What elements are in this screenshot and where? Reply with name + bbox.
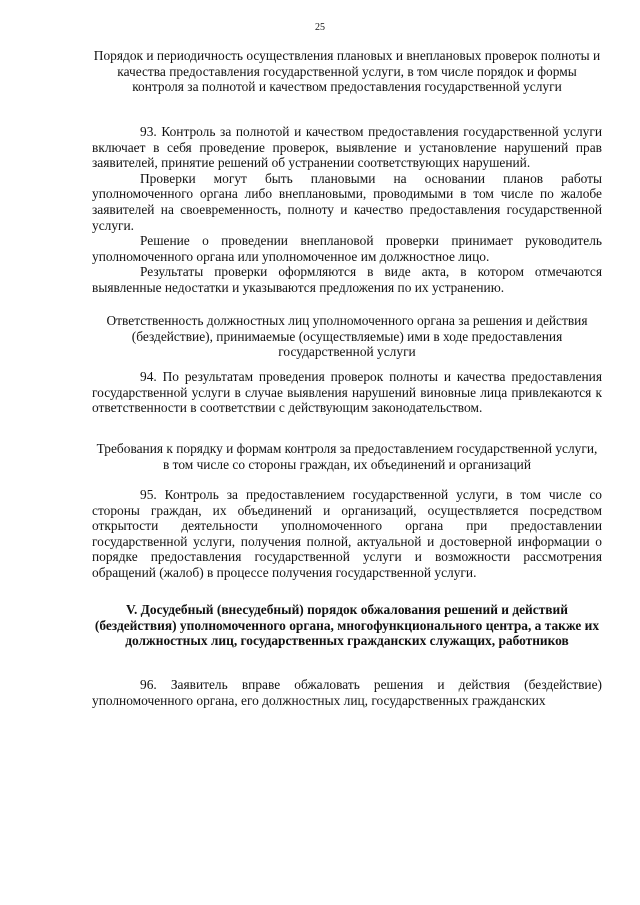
section-body-inspections — [92, 124, 602, 296]
section-heading-control-requirements: Требования к порядку и формам контроля за предоставлением государственной услуги, в том числе со стороны граждан, их объединений и организаций — [96, 441, 598, 472]
paragraph-95: 95. Контроль за предоставлением государственной услуги, в том числе со стороны граждан, их объединений и организаций, осуществляется посредством открытости деятельности уполномоченного органа при предоставлении государственной услуги, получения полной, актуальной и достоверной информации о порядке предоставления государственной услуги и возможности рассмотрения обращений (жалоб) в процессе получения государственной услуги. — [92, 487, 602, 580]
paragraph-96: 96. Заявитель вправе обжаловать решения и действия (бездействие) уполномоченного органа, его должностных лиц, государственных гражданских — [92, 677, 602, 708]
section-heading-responsibility: Ответственность должностных лиц уполномоченного органа за решения и действия (бездействие), принимаемые (осуществляемые) ими в ходе предоставления государственной услуги — [106, 313, 588, 360]
paragraph-93: 93. Контроль за полнотой и качеством предоставления государственной услуги включает в себя проведение проверок, выявление и установление нарушений прав заявителей, принятие решений об устранении соответствующих нарушений. — [92, 124, 602, 171]
paragraph-93-planned: Проверки могут быть плановыми на основании планов работы уполномоченного органа либо внеплановыми, проводимыми в том числе по жалобе заявителей на своевременность, полноту и качество предоставления государственной услуги. — [92, 170, 602, 233]
chapter-heading-appeal: V. Досудебный (внесудебный) порядок обжалования решений и действий (бездействия) уполномоченного органа, многофункционального центра, а также их должностных лиц, государственных гражданских служащих, работников — [94, 602, 600, 649]
section-heading-inspections: Порядок и периодичность осуществления плановых и внеплановых проверок полноты и качества предоставления государственной услуги, в том числе порядок и формы контроля за полнотой и качеством предоставления государственной услуги — [93, 48, 601, 95]
paragraph-93-results: Результаты проверки оформляются в виде акта, в котором отмечаются выявленные недостатки и указываются предложения по их устранению. — [92, 264, 602, 295]
paragraph-93-decision: Решение о проведении внеплановой проверки принимает руководитель уполномоченного органа или уполномоченное им должностное лицо. — [92, 233, 602, 264]
paragraph-94: 94. По результатам проведения проверок полноты и качества предоставления государственной услуги в случае выявления нарушений виновные лица привлекаются к ответственности в соответствии с действующим законодательством. — [92, 369, 602, 416]
page-number: 25 — [315, 22, 325, 33]
